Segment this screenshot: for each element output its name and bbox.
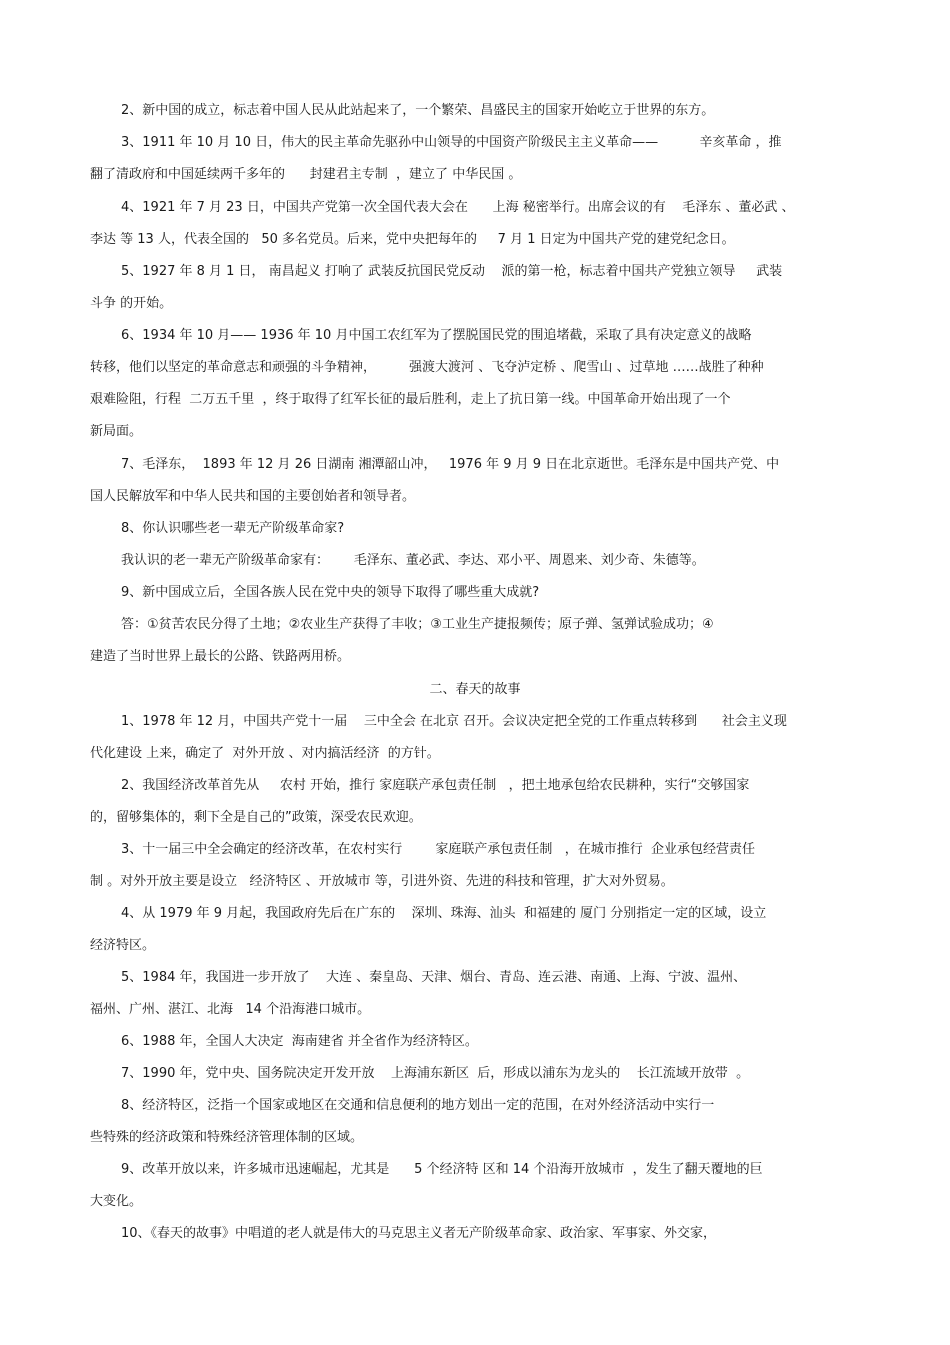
paragraph-3-line-1: 3、1911 年 10 月 10 日，伟大的民主革命先驱孙中山领导的中国资产阶级民主主义革命—— 辛亥革命 ，推: [121, 135, 782, 150]
question-8: 8、你认识哪些老一辈无产阶级革命家?: [121, 521, 345, 536]
paragraph-3-line-2: 翻了清政府和中国延续两千多年的 封建君主专制 ，建立了 中华民国 。: [90, 167, 522, 182]
item-2-line-2: 的，留够集体的，剩下全是自己的”政策，深受农民欢迎。: [90, 810, 422, 825]
paragraph-4-line-2: 李达 等 13 人，代表全国的 50 多名党员。后来，党中央把每年的 7 月 1 日定为中国共产党的建党纪念日。: [90, 232, 735, 247]
answer-9-line-1: 答：①贫苦农民分得了土地；②农业生产获得了丰收；③工业生产捷报频传；原子弹、氢弹试验成功；④: [121, 617, 714, 632]
item-4-line-2: 经济特区。: [90, 938, 156, 953]
item-5-line-2: 福州、广州、湛江、北海 14 个沿海港口城市。: [90, 1002, 371, 1017]
paragraph-2-line-1: 2、新中国的成立，标志着中国人民从此站起来了，一个繁荣、昌盛民主的国家开始屹立于世界的东方。: [121, 103, 715, 118]
item-9-line-2: 大变化。: [90, 1194, 143, 1209]
item-9-line-1: 9、改革开放以来，许多城市迅速崛起，尤其是 5 个经济特 区和 14 个沿海开放城市 ，发生了翻天覆地的巨: [121, 1162, 763, 1177]
paragraph-6-line-3: 艰难险阻，行程 二万五千里 ，终于取得了红军长征的最后胜利，走上了抗日第一线。中国革命开始出现了一个: [90, 392, 731, 407]
section-heading: 二、春天的故事: [429, 682, 521, 697]
paragraph-6-line-2: 转移，他们以坚定的革命意志和顽强的斗争精神， 强渡大渡河 、飞夺泸定桥 、爬雪山 、过草地 ……战胜了种种: [90, 360, 764, 375]
item-3-line-2: 制 。对外开放主要是设立 经济特区 、开放城市 等，引进外资、先进的科技和管理，扩大对外贸易。: [90, 874, 674, 889]
paragraph-6-line-4: 新局面。: [90, 424, 143, 439]
item-3-line-1: 3、十一届三中全会确定的经济改革，在农村实行 家庭联产承包责任制 ，在城市推行 企业承包经营责任: [121, 842, 755, 857]
answer-9-line-2: 建造了当时世界上最长的公路、铁路两用桥。: [90, 649, 351, 664]
item-8-line-2: 些特殊的经济政策和特殊经济管理体制的区域。: [90, 1130, 364, 1145]
paragraph-5-line-1: 5、1927 年 8 月 1 日， 南昌起义 打响了 武装反抗国民党反动 派的第一枪，标志着中国共产党独立领导 武装: [121, 264, 783, 279]
item-7: 7、1990 年，党中央、国务院决定开发开放 上海浦东新区 后，形成以浦东为龙头的 长江流域开放带 。: [121, 1066, 750, 1081]
paragraph-7-line-1: 7、毛泽东， 1893 年 12 月 26 日湖南 湘潭韶山冲， 1976 年 9 月 9 日在北京逝世。毛泽东是中国共产党、中: [121, 457, 780, 472]
question-9: 9、新中国成立后，全国各族人民在党中央的领导下取得了哪些重大成就?: [121, 585, 540, 600]
item-8-line-1: 8、经济特区，泛指一个国家或地区在交通和信息便利的地方划出一定的范围，在对外经济活动中实行一: [121, 1098, 715, 1113]
item-1-line-1: 1、1978 年 12 月，中国共产党十一届 三中全会 在北京 召开。会议决定把全党的工作重点转移到 社会主义现: [121, 714, 787, 729]
paragraph-4-line-1: 4、1921 年 7 月 23 日，中国共产党第一次全国代表大会在 上海 秘密举行。出席会议的有 毛泽东 、董必武 、: [121, 200, 795, 215]
paragraph-5-line-2: 斗争 的开始。: [90, 296, 173, 311]
item-2-line-1: 2、我国经济改革首先从 农村 开始，推行 家庭联产承包责任制 ，把土地承包给农民耕种，实行“交够国家: [121, 778, 750, 793]
item-5-line-1: 5、1984 年，我国进一步开放了 大连 、秦皇岛、天津、烟台、青岛、连云港、南通、上海、宁波、温州、: [121, 970, 747, 985]
paragraph-7-line-2: 国人民解放军和中华人民共和国的主要创始者和领导者。: [90, 489, 416, 504]
item-10-line-1: 10、《春天的故事》中唱道的老人就是伟大的马克思主义者无产阶级革命家、政治家、军事家、外交家，: [121, 1226, 717, 1241]
item-4-line-1: 4、从 1979 年 9 月起，我国政府先后在广东的 深圳、珠海、汕头 和福建的 厦门 分别指定一定的区域，设立: [121, 906, 767, 921]
answer-8: 我认识的老一辈无产阶级革命家有： 毛泽东、董必武、李达、邓小平、周恩来、刘少奇、朱德等。: [121, 553, 705, 568]
item-1-line-2: 代化建设 上来，确定了 对外开放 、对内搞活经济 的方针。: [90, 746, 440, 761]
item-6: 6、1988 年，全国人大决定 海南建省 并全省作为经济特区。: [121, 1034, 478, 1049]
paragraph-6-line-1: 6、1934 年 10 月—— 1936 年 10 月中国工农红军为了摆脱国民党的围追堵截，采取了具有决定意义的战略: [121, 328, 752, 343]
